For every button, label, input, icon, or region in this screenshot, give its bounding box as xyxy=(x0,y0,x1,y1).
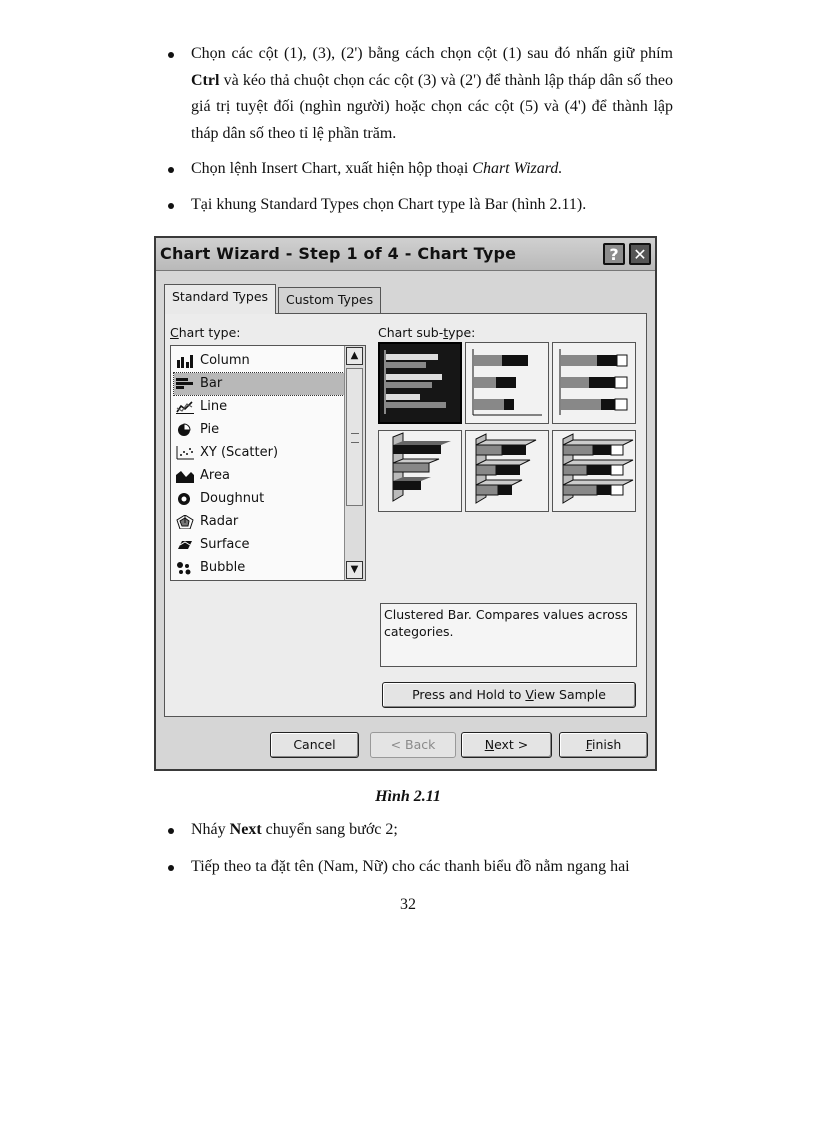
percent-stacked-bar-icon xyxy=(553,343,637,425)
bullet-dot xyxy=(168,167,174,173)
tab-standard-types[interactable]: Standard Types xyxy=(164,284,276,314)
subtype-clustered-bar[interactable] xyxy=(378,342,462,424)
bullet-item-click-next: Nháy Next chuyển sang bước 2; xyxy=(168,817,673,844)
surface-chart-icon xyxy=(176,538,194,552)
chart-type-line[interactable]: Line xyxy=(174,396,344,418)
line-chart-icon xyxy=(176,400,194,414)
page-number: 32 xyxy=(400,896,416,913)
percent-stacked-bar-3d-icon xyxy=(553,431,637,513)
help-button[interactable]: ? xyxy=(603,243,625,265)
chart-type-area[interactable]: Area xyxy=(174,465,344,487)
subtype-100-stacked-bar-3d[interactable] xyxy=(552,430,636,512)
back-button[interactable]: < Back xyxy=(370,732,456,758)
instruction-list-bottom xyxy=(168,817,673,890)
press-hold-view-sample-button[interactable]: Press and Hold to View Sample xyxy=(382,682,636,708)
subtype-clustered-bar-3d[interactable] xyxy=(378,430,462,512)
bullet-dot xyxy=(168,828,174,834)
scroll-down-button[interactable]: ▼ xyxy=(346,561,363,579)
scroll-up-button[interactable]: ▲ xyxy=(346,347,363,365)
area-chart-icon xyxy=(176,469,194,483)
chart-type-bar[interactable]: Bar xyxy=(174,373,344,395)
bullet-item-select-columns: Chọn các cột (1), (3), (2') bằng cách chọn cột (1) sau đó nhấn giữ phím Ctrl và kéo thả chuột chọn các cột (3) và (2') để thành lập tháp dân số theo giá trị tuyệt đối (nghìn người) hoặc chọn các cột (5) và (4') để thành lập tháp dân số theo tỉ lệ phần trăm. xyxy=(168,41,673,147)
title-bar[interactable] xyxy=(156,238,655,271)
chart-type-column[interactable]: Column xyxy=(174,350,344,372)
bullet-dot xyxy=(168,52,174,58)
close-button[interactable]: ✕ xyxy=(629,243,651,265)
bar-chart-icon xyxy=(176,377,194,391)
clustered-bar-3d-icon xyxy=(379,431,463,513)
dialog-title: Chart Wizard - Step 1 of 4 - Chart Type xyxy=(160,244,517,263)
stacked-bar-icon xyxy=(466,343,550,425)
chart-type-surface[interactable]: Surface xyxy=(174,534,344,556)
subtype-stacked-bar[interactable] xyxy=(465,342,549,424)
finish-button[interactable]: Finish xyxy=(559,732,648,758)
chart-subtype-label: Chart sub-type: xyxy=(378,325,476,340)
bullet-item-standard-types: Tại khung Standard Types chọn Chart type là Bar (hình 2.11). xyxy=(168,192,673,219)
radar-chart-icon xyxy=(176,515,194,529)
bullet-dot xyxy=(168,203,174,209)
subtype-description: Clustered Bar. Compares values across categories. xyxy=(380,603,637,667)
pie-chart-icon xyxy=(176,423,194,437)
next-button[interactable]: Next > xyxy=(461,732,552,758)
chart-type-doughnut[interactable]: Doughnut xyxy=(174,488,344,510)
bullet-item-series-names: Tiếp theo ta đặt tên (Nam, Nữ) cho các thanh biểu đồ nằm ngang hai xyxy=(168,854,673,881)
instruction-list-top xyxy=(168,41,673,227)
chart-type-xy-scatter[interactable]: XY (Scatter) xyxy=(174,442,344,464)
clustered-bar-icon xyxy=(380,344,464,426)
chart-type-radar[interactable]: Radar xyxy=(174,511,344,533)
doughnut-chart-icon xyxy=(176,492,194,506)
chart-type-pie[interactable]: Pie xyxy=(174,419,344,441)
chart-subtype-grid xyxy=(378,342,647,512)
chart-type-scrollbar[interactable] xyxy=(344,346,365,580)
scroll-thumb[interactable] xyxy=(346,368,363,506)
tab-custom-types[interactable]: Custom Types xyxy=(278,287,381,313)
bubble-chart-icon xyxy=(176,561,194,575)
cancel-button[interactable]: Cancel xyxy=(270,732,359,758)
subtype-100-stacked-bar[interactable] xyxy=(552,342,636,424)
bullet-item-insert-chart: Chọn lệnh Insert Chart, xuất hiện hộp thoại Chart Wizard. xyxy=(168,156,673,183)
scatter-chart-icon xyxy=(176,446,194,460)
bullet-dot xyxy=(168,865,174,871)
figure-caption: Hình 2.11 xyxy=(375,788,441,805)
chart-type-list[interactable] xyxy=(170,345,366,581)
scroll-grip-icon xyxy=(351,433,359,443)
column-chart-icon xyxy=(176,354,194,368)
chart-type-label: Chart type: xyxy=(170,325,241,340)
chart-wizard-dialog xyxy=(154,236,657,771)
stacked-bar-3d-icon xyxy=(466,431,550,513)
subtype-stacked-bar-3d[interactable] xyxy=(465,430,549,512)
chart-type-bubble[interactable]: Bubble xyxy=(174,557,344,579)
